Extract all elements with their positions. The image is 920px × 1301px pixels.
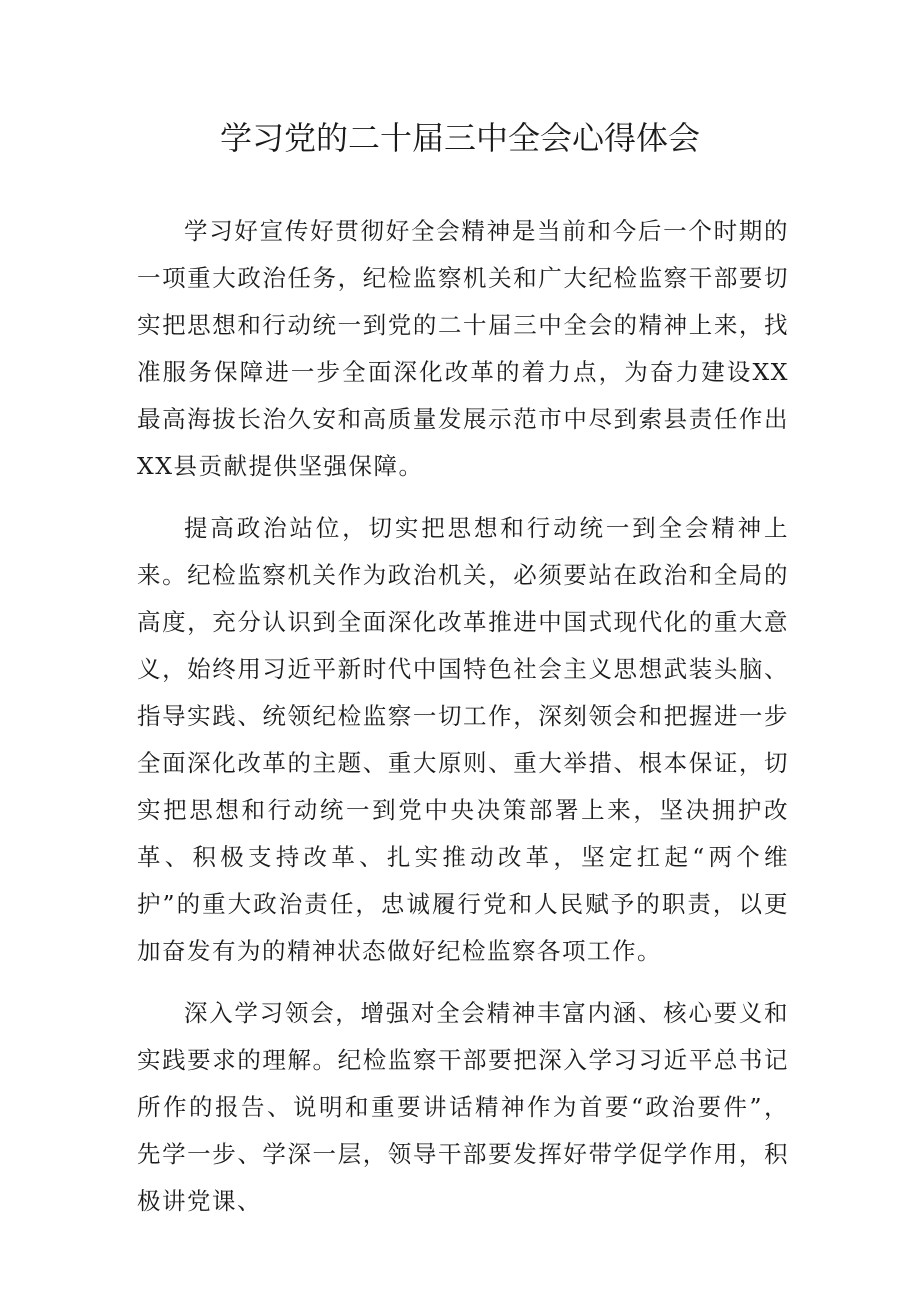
document-title: 学习党的二十届三中全会心得体会 bbox=[219, 119, 700, 157]
document-body bbox=[137, 208, 789, 1225]
paragraph-3: 深入学习领会，增强对全会精神丰富内涵、核心要义和实践要求的理解。纪检监察干部要把深入学习习近平总书记所作的报告、说明和重要讲话精神作为首要“政治要件”，先学一步、学深一层，领导干部要发挥好带学促学作用，积极讲党课、 bbox=[137, 999, 789, 1215]
paragraph-2: 提高政治站位，切实把思想和行动统一到全会精神上来。纪检监察机关作为政治机关，必须要站在政治和全局的高度，充分认识到全面深化改革推进中国式现代化的重大意义，始终用习近平新时代中国特色社会主义思想武装头脑、指导实践、统领纪检监察一切工作，深刻领会和把握进一步全面深化改革的主题、重大原则、重大举措、根本保证，切实把思想和行动统一到党中央决策部署上来，坚决拥护改革、积极支持改革、扎实推动改革，坚定扛起“两个维护”的重大政治责任，忠诚履行党和人民赋予的职责，以更加奋发有为的精神状态做好纪检监察各项工作。 bbox=[137, 514, 789, 965]
paragraph-1: 学习好宣传好贯彻好全会精神是当前和今后一个时期的一项重大政治任务，纪检监察机关和广大纪检监察干部要切实把思想和行动统一到党的二十届三中全会的精神上来，找准服务保障进一步全面深化改革的着力点，为奋力建设XX最高海拔长治久安和高质量发展示范市中尽到索县责任作出XX县贡献提供坚强保障。 bbox=[137, 217, 789, 480]
